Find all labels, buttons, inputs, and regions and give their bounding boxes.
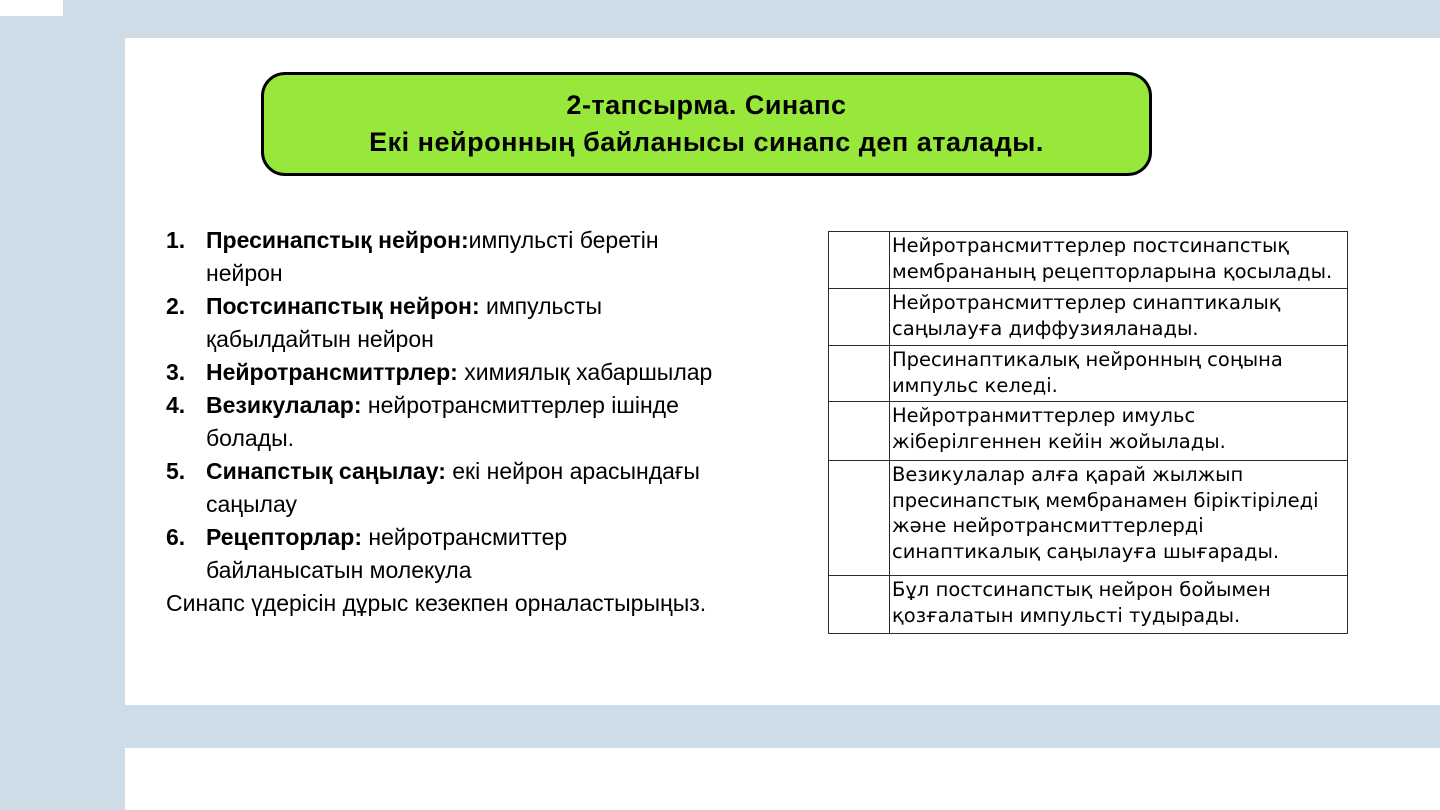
list-item-desc: нейротрансмиттер байланысатын молекула <box>206 524 568 583</box>
list-item <box>166 521 826 587</box>
title-line-1: 2-тапсырма. Синапс <box>566 90 847 120</box>
title-box <box>261 72 1152 176</box>
list-item-desc: нейротрансмиттерлер ішінде болады. <box>206 392 679 451</box>
list-item-number: 4. <box>166 392 186 418</box>
list-item <box>166 455 826 521</box>
list-item <box>166 290 826 356</box>
answer-number-cell <box>829 461 890 576</box>
table-row <box>829 402 1348 461</box>
terms-list <box>166 224 826 620</box>
answer-number-cell <box>829 402 890 461</box>
answer-number-cell <box>829 289 890 346</box>
step-text-cell: Пресинаптикалық нейронның соңына импульс келеді. <box>890 346 1348 402</box>
step-text-cell: Везикулалар алға қарай жылжып пресинапстық мембранамен біріктіріледі және нейротрансмиттерлерді синаптикалық саңылауға шығарады. <box>890 461 1348 576</box>
list-item-desc: химиялық хабаршылар <box>457 359 713 385</box>
bottom-accent-band <box>125 748 1440 810</box>
list-item-number: 2. <box>166 293 186 319</box>
step-text-cell: Нейротрансмиттерлер постсинапстық мембрананың рецепторларына қосылады. <box>890 232 1348 289</box>
list-item-number: 3. <box>166 359 186 385</box>
list-item-term: Постсинапстық нейрон: <box>206 293 480 319</box>
step-text-cell: Нейротрансмиттерлер синаптикалық саңылауға диффузияланады. <box>890 289 1348 346</box>
list-item-desc: импульсты қабылдайтын нейрон <box>206 293 603 352</box>
list-item-term: Везикулалар: <box>206 392 362 418</box>
table-row <box>829 232 1348 289</box>
list-item-number: 1. <box>166 227 186 253</box>
step-text-cell: Бұл постсинапстық нейрон бойымен қозғалатын импульсті тудырады. <box>890 576 1348 634</box>
table-row <box>829 346 1348 402</box>
list-item-desc: импульсті беретін нейрон <box>206 227 659 286</box>
list-item-term: Рецепторлар: <box>206 524 362 550</box>
list-item-number: 5. <box>166 458 186 484</box>
table-row <box>829 461 1348 576</box>
list-item-desc: екі нейрон арасындағы саңылау <box>206 458 700 517</box>
list-item-term: Синапстық саңылау: <box>206 458 446 484</box>
list-item-number: 6. <box>166 524 186 550</box>
list-item <box>166 224 826 290</box>
table-row <box>829 289 1348 346</box>
corner-accent-block <box>0 0 63 16</box>
instruction-line: Синапс үдерісін дұрыс кезекпен орналастырыңыз. <box>166 590 707 616</box>
step-text-cell: Нейротранмиттерлер имульс жіберілгеннен кейін жойылады. <box>890 402 1348 461</box>
sequence-table <box>828 231 1348 634</box>
list-item-term: Пресинапстық нейрон: <box>206 227 469 253</box>
list-item <box>166 356 826 389</box>
answer-number-cell <box>829 346 890 402</box>
table-row <box>829 576 1348 634</box>
answer-number-cell <box>829 576 890 634</box>
answer-number-cell <box>829 232 890 289</box>
list-item <box>166 389 826 455</box>
title-line-2: Екі нейронның байланысы синапс деп аталады. <box>369 127 1044 157</box>
list-item-term: Нейротрансмиттрлер: <box>206 359 458 385</box>
